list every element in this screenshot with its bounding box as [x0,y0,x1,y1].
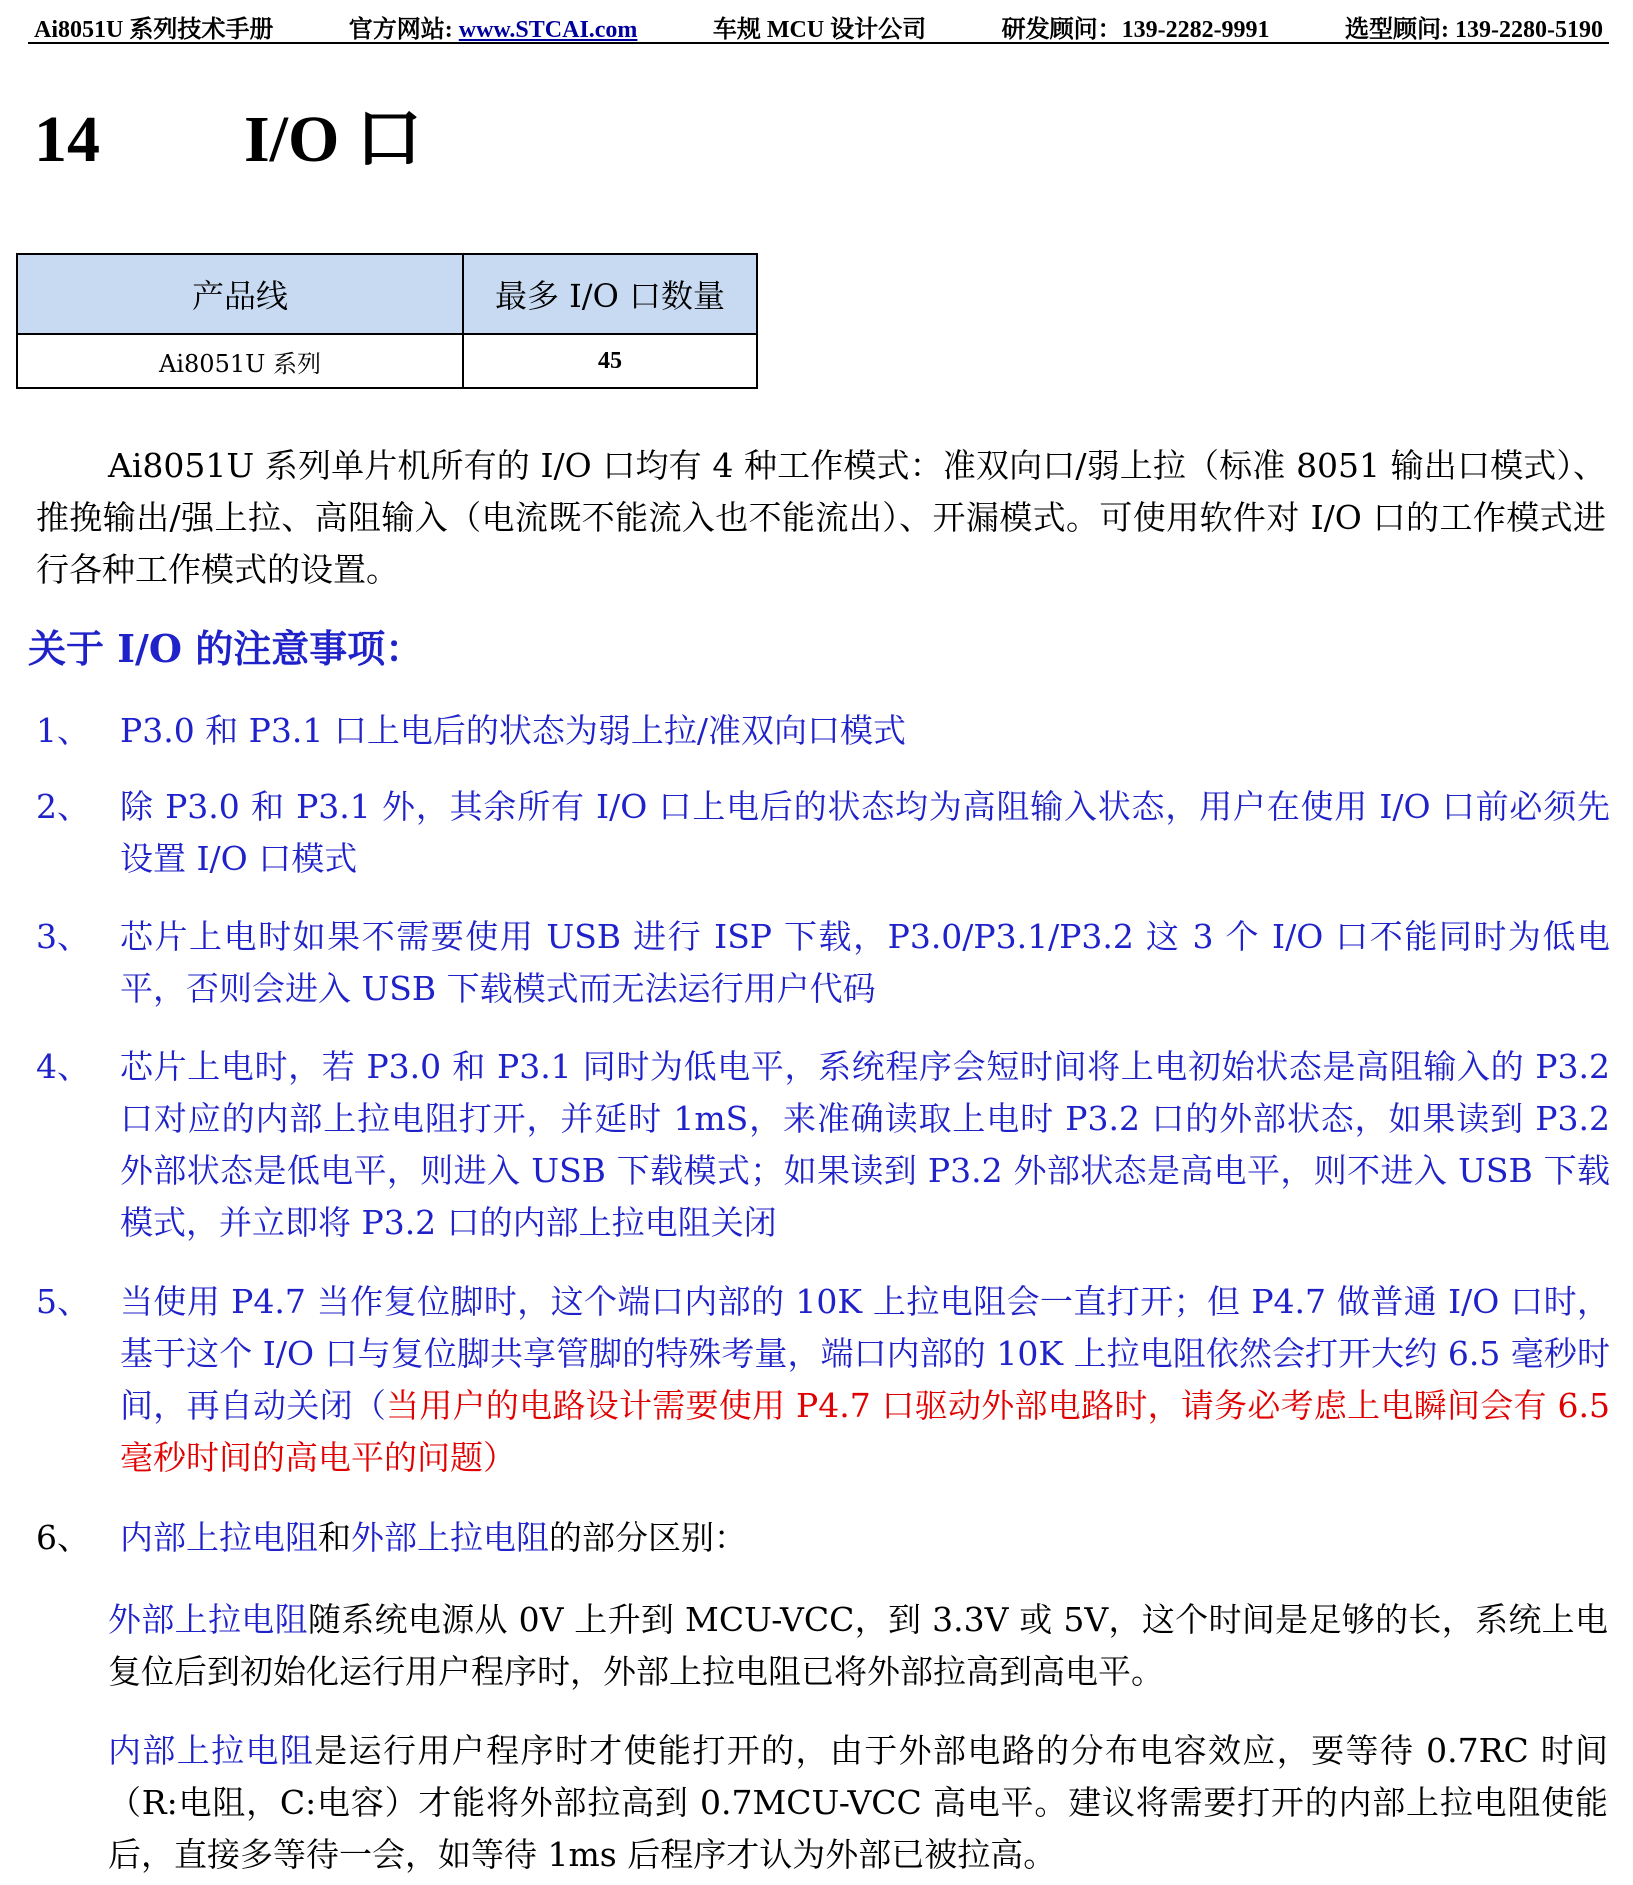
table-row [17,334,757,388]
ext-text: 随系统电源从 0V 上升到 MCU-VCC，到 3.3V 或 5V，这个时间是足够的长，系统上电复位后到初始化运行用户程序时，外部上拉电阻已将外部拉高到高电平。 [108,1600,1609,1691]
notice-item-4 [36,1041,1610,1249]
item-text: 芯片上电时如果不需要使用 USB 进行 ISP 下载，P3.0/P3.1/P3.2 这 3 个 I/O 口不能同时为低电平，否则会进入 USB 下载模式而无法运行用户代码 [120,917,1610,1008]
header-sel-phone: 选型顾问: 139-2280-5190 [1344,16,1603,43]
intro-paragraph: Ai8051U 系列单片机所有的 I/O 口均有 4 种工作模式：准双向口/弱上拉（标准 8051 输出口模式）、推挽输出/强上拉、高阻输入（电流既不能流入也不能流出）、开漏模式。可使用软件对 I/O 口的工作模式进行各种工作模式的设置。 [36,446,1606,589]
notice-heading: 关于 I/O 的注意事项： [28,626,424,671]
table-header-io-count: 最多 I/O 口数量 [463,254,757,334]
internal-pullup-paragraph [108,1725,1608,1881]
item-number: 5、 [36,1282,90,1321]
header-rd-phone: 研发顾问：139-2282-9991 [1001,16,1270,43]
table-cell-product: Ai8051U 系列 [17,334,463,388]
int-term: 内部上拉电阻 [108,1731,315,1770]
notice-item-5 [36,1276,1610,1484]
item-text: 除 P3.0 和 P3.1 外，其余所有 I/O 口上电后的状态均为高阻输入状态，用户在使用 I/O 口前必须先设置 I/O 口模式 [120,787,1610,878]
item-text-blue: 当使用 P4.7 当作复位脚时，这个端口内部的 10K 上拉电阻会一直打开；但 P4.7 做普通 I/O 口时，基于这个 I/O 口与复位脚共享管脚的特殊考量，端口内部的 10K 上拉电阻依然会打开大约 6.5 毫秒时间，再自动关闭（ [120,1282,1610,1425]
notice-item-1 [36,705,1610,757]
item-number: 4、 [36,1047,90,1086]
term-external-pullup: 外部上拉电阻 [351,1518,549,1557]
notice-item-2 [36,781,1610,885]
io-count-table [16,253,758,389]
item-text: P3.0 和 P3.1 口上电后的状态为弱上拉/准双向口模式 [120,711,906,750]
website-link[interactable]: www.STCAI.com [458,16,638,43]
chapter-number: 14 [34,103,100,176]
item-text-tail: 的部分区别： [549,1518,747,1557]
header-company: 车规 MCU 设计公司 [712,16,927,43]
item-text-warning: 当用户的电路设计需要使用 P4.7 口驱动外部电路时，请务必考虑上电瞬间会有 6.5 毫秒时间的高电平的问题） [120,1386,1611,1477]
item-number: 3、 [36,917,90,956]
item-number: 2、 [36,787,90,826]
table-header-row [17,254,757,334]
notice-item-6 [36,1512,1610,1564]
header-website [349,9,638,44]
notice-item-3 [36,911,1610,1015]
external-pullup-paragraph [108,1594,1608,1698]
table-header-product-line: 产品线 [17,254,463,334]
ext-term: 外部上拉电阻 [108,1600,308,1639]
chapter-name: I/O 口 [244,103,422,176]
term-internal-pullup: 内部上拉电阻 [120,1518,318,1557]
table-cell-count: 45 [463,334,757,388]
header-doc-title: Ai8051U 系列技术手册 [34,16,274,43]
item-number: 1、 [36,711,90,750]
header-site-label: 官方网站: [348,16,459,43]
chapter-title [34,100,422,180]
item-number: 6、 [36,1518,90,1557]
item-text: 芯片上电时，若 P3.0 和 P3.1 同时为低电平，系统程序会短时间将上电初始状态是高阻输入的 P3.2 口对应的内部上拉电阻打开，并延时 1mS，来准确读取上电时 P3.2 口的外部状态，如果读到 P3.2 外部状态是低电平，则进入 USB 下载模式；如果读到 P3.2 外部状态是高电平，则不进入 USB 下载模式，并立即将 P3.2 口的内部上拉电阻关闭 [120,1047,1610,1242]
item-text [120,1276,1610,1484]
item-text [120,1512,1610,1564]
page-header [28,10,1609,44]
int-text: 是运行用户程序时才使能打开的，由于外部电路的分布电容效应，要等待 0.7RC 时间（R:电阻，C:电容）才能将外部拉高到 0.7MCU-VCC 高电平。建议将需要打开的内部上拉电阻使能后，直接多等待一会，如等待 1ms 后程序才认为外部已被拉高。 [108,1731,1609,1874]
item-text-and: 和 [318,1518,351,1557]
